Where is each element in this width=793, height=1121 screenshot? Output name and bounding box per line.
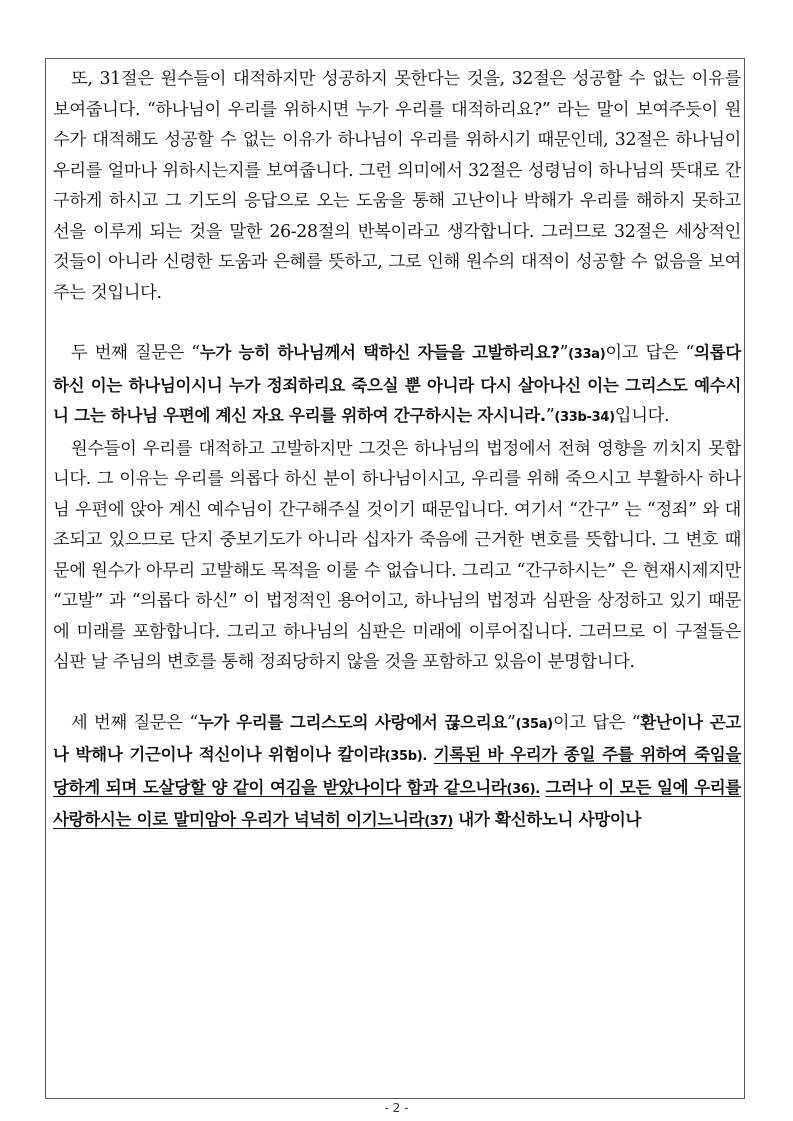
verse-ref: (33b-34): [554, 410, 615, 425]
verse-ref: (36).: [506, 781, 540, 797]
paragraph-2: 두 번째 질문은 “누가 능히 하나님께서 택하신 자들을 고발하리요?”(33a)이고 답은 “의롭다 하신 이는 하나님이시니 누가 정죄하리요 죽으실 뿐 아니라 다시 살아나신 이는 그리스도 예수시니 그는 하나님 우편에 계신 자요 우리를 위하여 간구하시는 자시니라.”(33b-34)입니다.: [53, 343, 741, 426]
verse-ref: (35a): [515, 716, 553, 732]
page-number: - 2 -: [384, 1101, 409, 1115]
answer-3-part-2: 기록된 바 우리가 종일 주를 위하여 죽임을 당하게 되며 도살당할 양 같이 여김을 받았나이다 함과 같으니라: [53, 745, 741, 797]
document-body: [53, 64, 741, 838]
verse-ref: (33a): [568, 347, 606, 362]
question-2: 누가 능히 하나님께서 택하신 자들을 고발하리요?: [199, 343, 560, 362]
verse-ref: (35b).: [384, 749, 428, 764]
paragraph-1: 또, 31절은 원수들이 대적하지만 성공하지 못한다는 것을, 32절은 성공할 수 없는 이유를 보여줍니다. “하나님이 우리를 위하시면 누가 우리를 대적하리요?” 라는 말이 보여주듯이 원수가 대적해도 성공할 수 없는 이유가 하나님이 우리를 위하시기 때문인데, 32절은 하나님이 우리를 얼마나 위하시는지를 보여줍니다. 그런 의미에서 32절은 성령님이 하나님의 뜻대로 간구하게 하시고 그 기도의 응답으로 오는 도움을 통해 고난이나 박해가 우리를 해하지 못하고 선을 이루게 되는 것을 말한 26-28절의 반복이라고 생각합니다. 그러므로 32절은 세상적인 것들이 아니라 신령한 도움과 은혜를 뜻하고, 그로 인해 원수의 대적이 성공할 수 없음을 보여주는 것입니다.: [53, 69, 741, 303]
verse-ref: (37): [424, 814, 454, 829]
answer-3-part-1: 환난이나 곤고나 박해나 기근이나 적신이나 위험이나 칼이랴: [53, 712, 742, 764]
answer-3-part-3: 그러나 이 모든 일에 우리를 사랑하시는 이로 말미암아 우리가 넉넉히 이기느니라: [53, 777, 741, 829]
question-3: 누가 우리를 그리스도의 사랑에서 끊으리요: [197, 712, 508, 732]
answer-3-part-4: 내가 확신하노니 사망이나: [458, 810, 642, 829]
paragraph-4: 세 번째 질문은 “누가 우리를 그리스도의 사랑에서 끊으리요”(35a)이고 답은 “환난이나 곤고나 박해나 기근이나 적신이나 위험이나 칼이랴(35b). 기록된 바 우리가 종일 주를 위하여 죽임을 당하게 되며 도살당할 양 같이 여김을 받았나이다 함과 같으니라(36). 그러나 이 모든 일에 우리를 사랑하시는 이로 말미암아 우리가 넉넉히 이기느니라(37) 내가 확신하노니 사망이나: [53, 712, 742, 829]
paragraph-3: 원수들이 우리를 대적하고 고발하지만 그것은 하나님의 법정에서 전혀 영향을 끼치지 못합니다. 그 이유는 우리를 의롭다 하신 분이 하나님이시고, 우리를 위해 죽으시고 부활하사 하나님 우편에 앉아 계신 예수님이 간구해주실 것이기 때문입니다. 여기서 “간구” 는 “정죄” 와 대조되고 있으므로 단지 중보기도가 아니라 십자가 죽음에 근거한 변호를 뜻합니다. 그 변호 때문에 원수가 아무리 고발해도 목적을 이룰 수 없습니다. 그리고 “간구하시는” 은 현재시제지만 “고발” 과 “의롭다 하신” 이 법정적인 용어이고, 하나님의 법정과 심판을 상정하고 있기 때문에 미래를 포함합니다. 그리고 하나님의 심판은 미래에 이루어집니다. 그러므로 이 구절들은 심판 날 주님의 변호를 통해 정죄당하지 않을 것을 포함하고 있음이 분명합니다.: [53, 438, 741, 672]
answer-2: 의롭다 하신 이는 하나님이시니 누가 정죄하리요 죽으실 뿐 아니라 다시 살아나신 이는 그리스도 예수시니 그는 하나님 우편에 계신 자요 우리를 위하여 간구하시는 자시니라.: [53, 343, 741, 425]
